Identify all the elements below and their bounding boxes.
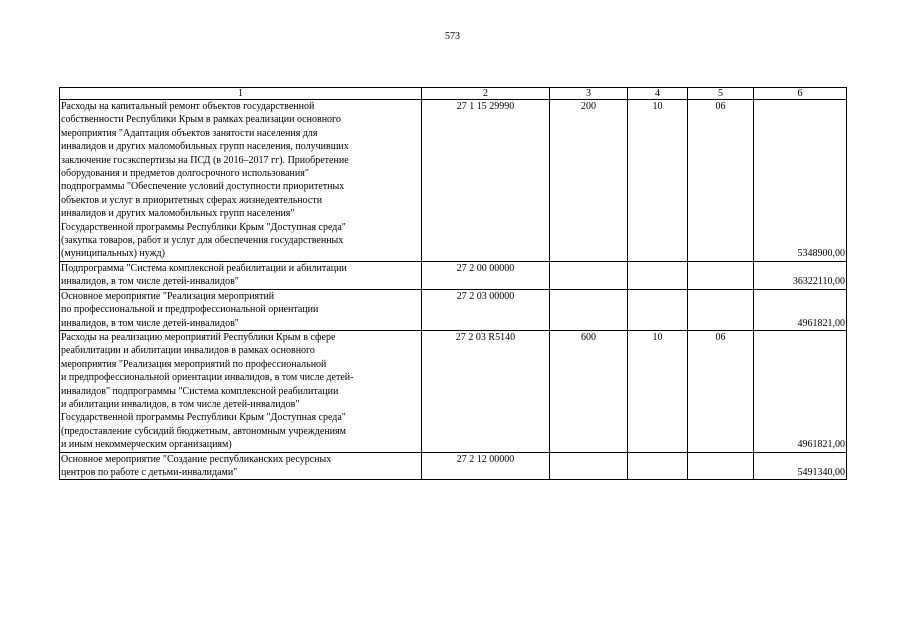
- item-name-line: и абилитации инвалидов, в том числе детей-инвалидов": [61, 398, 300, 410]
- item-name-cell: [60, 261, 422, 289]
- header-cell-6: 6: [754, 88, 847, 100]
- item-name-line: заключение госэкспертизы на ПСД (в 2016–2017 гг). Приобретение: [61, 154, 349, 166]
- header-cell-1: 1: [60, 88, 422, 100]
- section-cell: [628, 452, 688, 480]
- subsection-cell: [688, 261, 754, 289]
- item-name-line: мероприятия "Адаптация объектов занятости населения для: [61, 127, 318, 139]
- item-name-cell: [60, 100, 422, 262]
- item-name-line: собственности Республики Крым в рамках реализации основного: [61, 114, 341, 126]
- table-row: [60, 330, 847, 452]
- item-name-line: инвалидов" подпрограммы "Система комплексной реабилитации: [61, 385, 339, 397]
- program-code-cell: 27 2 03 00000: [422, 289, 550, 330]
- page-number: 573: [445, 31, 460, 42]
- amount-cell: 4961821,00: [754, 330, 847, 452]
- amount-cell: 36322110,00: [754, 261, 847, 289]
- header-cell-3: 3: [550, 88, 628, 100]
- header-row: [60, 88, 847, 100]
- header-cell-2: 2: [422, 88, 550, 100]
- item-name-line: оборудования и предметов долгосрочного использования": [61, 168, 309, 180]
- item-name-line: подпрограммы "Обеспечение условий доступности приоритетных: [61, 181, 345, 193]
- item-name-cell: [60, 452, 422, 480]
- program-code-cell: 27 2 12 00000: [422, 452, 550, 480]
- program-code-cell: 27 2 00 00000: [422, 261, 550, 289]
- amount-cell: 5348900,00: [754, 100, 847, 262]
- item-name-line: Расходы на капитальный ремонт объектов государственной: [61, 101, 315, 112]
- program-code-cell: 27 2 03 R5140: [422, 330, 550, 452]
- item-name-line: Расходы на реализацию мероприятий Республики Крым в сфере: [61, 331, 336, 343]
- item-name-line: инвалидов, в том числе детей-инвалидов": [61, 317, 239, 329]
- table-row: [60, 289, 847, 330]
- item-name-line: инвалидов и других маломобильных групп населения": [61, 208, 295, 220]
- item-name-line: по профессиональной и предпрофессиональной ориентации: [61, 304, 319, 316]
- section-cell: 10: [628, 100, 688, 262]
- item-name-line: мероприятия "Реализация мероприятий по профессиональной: [61, 358, 327, 370]
- item-name-line: Государственной программы Республики Крым "Доступная среда": [61, 412, 346, 424]
- item-name-line: (муниципальных) нужд): [61, 248, 165, 260]
- subsection-cell: 06: [688, 100, 754, 262]
- expense-type-cell: [550, 452, 628, 480]
- item-name-line: центров по работе с детьми-инвалидами": [61, 466, 238, 478]
- amount-cell: 5491340,00: [754, 452, 847, 480]
- item-name-cell: [60, 330, 422, 452]
- expense-type-cell: 600: [550, 330, 628, 452]
- item-name-line: реабилитации и абилитации инвалидов в рамках основного: [61, 345, 315, 357]
- item-name-line: и предпрофессиональной ориентации инвалидов, в том числе детей-: [61, 372, 354, 384]
- section-cell: [628, 261, 688, 289]
- section-cell: [628, 289, 688, 330]
- header-cell-4: 4: [628, 88, 688, 100]
- item-name-line: Основное мероприятие "Реализация мероприятий: [61, 290, 275, 302]
- budget-table-body: [60, 88, 847, 480]
- subsection-cell: [688, 289, 754, 330]
- table-row: [60, 452, 847, 480]
- subsection-cell: [688, 452, 754, 480]
- item-name-line: (закупка товаров, работ и услуг для обеспечения государственных: [61, 235, 344, 247]
- item-name-cell: [60, 289, 422, 330]
- table-row: [60, 261, 847, 289]
- expense-type-cell: 200: [550, 100, 628, 262]
- item-name-line: инвалидов, в том числе детей-инвалидов": [61, 276, 239, 288]
- amount-cell: 4961821,00: [754, 289, 847, 330]
- item-name-line: инвалидов и других маломобильных групп населения, получивших: [61, 141, 349, 153]
- item-name-line: Подпрограмма "Система комплексной реабилитации и абилитации: [61, 262, 347, 274]
- section-cell: 10: [628, 330, 688, 452]
- subsection-cell: 06: [688, 330, 754, 452]
- item-name-line: Основное мероприятие "Создание республиканских ресурсных: [61, 453, 332, 465]
- budget-table: [59, 87, 847, 480]
- program-code-cell: 27 1 15 29990: [422, 100, 550, 262]
- table-row: [60, 100, 847, 262]
- expense-type-cell: [550, 289, 628, 330]
- header-cell-5: 5: [688, 88, 754, 100]
- expense-type-cell: [550, 261, 628, 289]
- item-name-line: Государственной программы Республики Крым "Доступная среда": [61, 221, 346, 233]
- item-name-line: (предоставление субсидий бюджетным, автономным учреждениям: [61, 425, 346, 437]
- item-name-line: объектов и услуг в приоритетных сферах жизнедеятельности: [61, 194, 323, 206]
- item-name-line: и иным некоммерческим организациям): [61, 439, 232, 451]
